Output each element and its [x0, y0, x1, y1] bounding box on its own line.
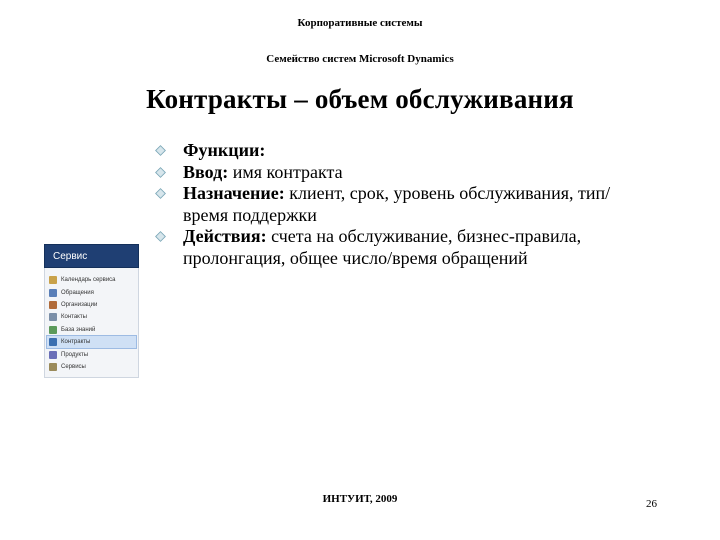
bullet-marker-icon	[155, 231, 166, 242]
panel-item-label: Сервисы	[61, 363, 86, 370]
panel-header: Сервис	[44, 244, 139, 268]
bullet-label: Ввод:	[183, 161, 229, 182]
service-icon	[49, 363, 57, 371]
knowledge-icon	[49, 326, 57, 334]
bullet-text: счета на обслуживание, бизнес-правила, пролонгация, общее число/время обращений	[183, 226, 582, 268]
page-number: 26	[646, 498, 657, 510]
panel-item-label: База знаний	[61, 326, 96, 333]
case-icon	[49, 289, 57, 297]
bullet-marker-icon	[155, 145, 166, 156]
bullet-text: имя контракта	[228, 161, 343, 182]
footer-text: ИНТУИТ, 2009	[322, 493, 398, 505]
panel-item-label: Обращения	[61, 289, 94, 296]
calendar-icon	[49, 276, 57, 284]
bullet-list	[156, 140, 626, 269]
bullet-item-input	[156, 162, 626, 184]
slide-title: Контракты – объем обслуживания	[146, 84, 574, 114]
panel-item-knowledge-base[interactable]	[47, 324, 136, 336]
bullet-text: клиент, срок, уровень обслуживания, тип/время поддержки	[183, 183, 611, 225]
contract-icon	[49, 338, 57, 346]
bullet-marker-icon	[155, 167, 166, 178]
bullet-label: Назначение:	[183, 183, 285, 203]
panel-item-contracts[interactable]	[47, 336, 136, 348]
panel-body	[44, 268, 139, 378]
product-icon	[49, 351, 57, 359]
panel-item-accounts[interactable]	[47, 299, 136, 311]
panel-item-label: Контакты	[61, 314, 87, 321]
panel-item-label: Организации	[61, 301, 98, 308]
panel-item-label: Календарь сервиса	[61, 277, 116, 284]
crm-service-panel	[44, 244, 139, 370]
panel-item-label: Контракты	[61, 339, 91, 346]
bullet-label: Действия:	[183, 226, 267, 246]
bullet-item-actions	[156, 226, 626, 269]
bullet-marker-icon	[155, 188, 166, 199]
bullet-item-purpose	[156, 183, 626, 226]
panel-item-calendar[interactable]	[47, 274, 136, 286]
panel-item-contacts[interactable]	[47, 311, 136, 323]
contact-icon	[49, 313, 57, 321]
panel-item-label: Продукты	[61, 351, 89, 358]
bullet-item-functions	[156, 140, 626, 162]
panel-item-services[interactable]	[47, 361, 136, 373]
bullet-label: Функции:	[183, 140, 266, 160]
header-course-title: Корпоративные системы	[297, 17, 423, 29]
panel-item-products[interactable]	[47, 348, 136, 360]
header-subtitle: Семейство систем Microsoft Dynamics	[266, 53, 454, 65]
panel-item-cases[interactable]	[47, 286, 136, 298]
account-icon	[49, 301, 57, 309]
